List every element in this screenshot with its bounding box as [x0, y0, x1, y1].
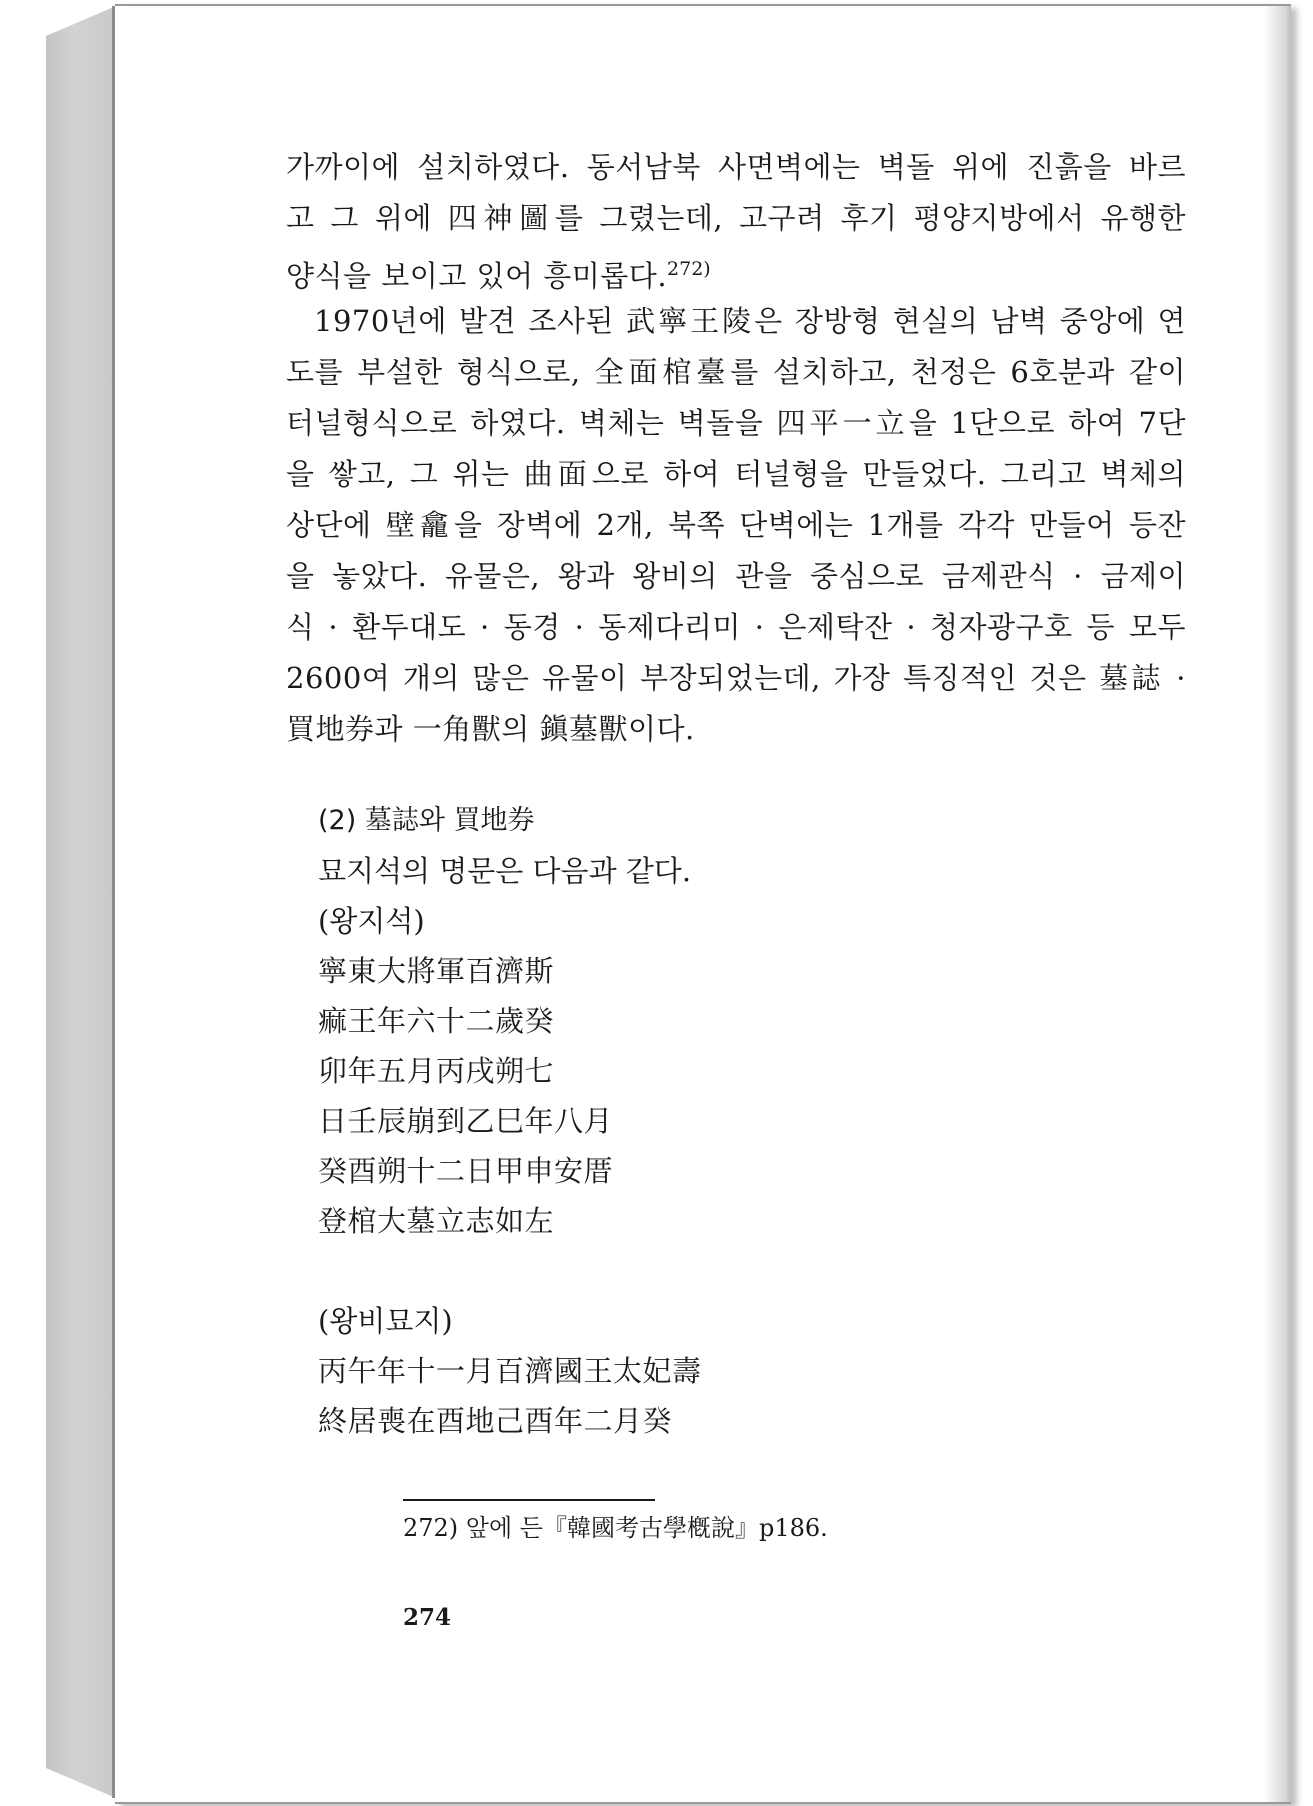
- book-page: [115, 4, 1291, 1804]
- text-line: 고 그 위에 四神圖를 그렸는데, 고구려 후기 평양지방에서 유행한: [286, 201, 1186, 235]
- paragraph-1: [286, 142, 1186, 295]
- page-edge-shade: [1263, 6, 1291, 1802]
- text-line-content: 양식을 보이고 있어 흥미롭다.: [286, 259, 668, 293]
- text-line: 을 놓았다. 유물은, 왕과 왕비의 관을 중심으로 금제관식 · 금제이: [286, 559, 1186, 593]
- epitaph-block-king: [318, 796, 1118, 1246]
- queen-epitaph-label: (왕비묘지): [318, 1304, 453, 1338]
- text-line: 터널형식으로 하였다. 벽체는 벽돌을 四平一立을 1단으로 하여 7단: [286, 406, 1186, 440]
- text-line-last: 買地券과 一角獸의 鎭墓獸이다.: [286, 712, 695, 746]
- text-line-last: [286, 244, 1186, 295]
- epitaph-line: 癸酉朔十二日甲申安厝: [318, 1154, 614, 1188]
- text-line: 상단에 壁龕을 장벽에 2개, 북쪽 단벽에는 1개를 각각 만들어 등잔: [286, 508, 1186, 542]
- king-epitaph-label: (왕지석): [318, 904, 425, 938]
- epitaph-block-queen: [318, 1296, 1118, 1446]
- book-spine: [46, 6, 116, 1798]
- epitaph-line: 寧東大將軍百濟斯: [318, 954, 555, 988]
- text-line: 가까이에 설치하였다. 동서남북 사면벽에는 벽돌 위에 진흙을 바르: [286, 150, 1186, 184]
- footnote: 272) 앞에 든『韓國考古學槪說』p186.: [403, 1514, 828, 1542]
- epitaph-line: 登棺大墓立志如左: [318, 1204, 555, 1238]
- text-line: 을 쌓고, 그 위는 曲面으로 하여 터널형을 만들었다. 그리고 벽체의: [286, 457, 1186, 491]
- text-line: 도를 부설한 형식으로, 全面棺臺를 설치하고, 천정은 6호분과 같이: [286, 355, 1186, 389]
- epitaph-line: 卯年五月丙戌朔七: [318, 1054, 555, 1088]
- text-line: 식 · 환두대도 · 동경 · 동제다리미 · 은제탁잔 · 청자광구호 등 모두: [286, 610, 1186, 644]
- epitaph-line: 日壬辰崩到乙巳年八月: [318, 1104, 614, 1138]
- text-line: 1970년에 발견 조사된 武寧王陵은 장방형 현실의 남벽 중앙에 연: [314, 304, 1186, 338]
- page-number: 274: [403, 1604, 452, 1631]
- section-intro: 묘지석의 명문은 다음과 같다.: [318, 854, 692, 888]
- epitaph-line: 痲王年六十二歲癸: [318, 1004, 555, 1038]
- footnote-reference: 272): [667, 258, 711, 280]
- text-line: 2600여 개의 많은 유물이 부장되었는데, 가장 특징적인 것은 墓誌 ·: [286, 661, 1186, 695]
- paragraph-2: [286, 296, 1186, 755]
- epitaph-line: 終居喪在酉地己酉年二月癸: [318, 1404, 673, 1438]
- footnote-rule: [403, 1499, 655, 1501]
- section-title: (2) 墓誌와 買地券: [318, 805, 535, 836]
- epitaph-line: 丙午年十一月百濟國王太妃壽: [318, 1354, 702, 1388]
